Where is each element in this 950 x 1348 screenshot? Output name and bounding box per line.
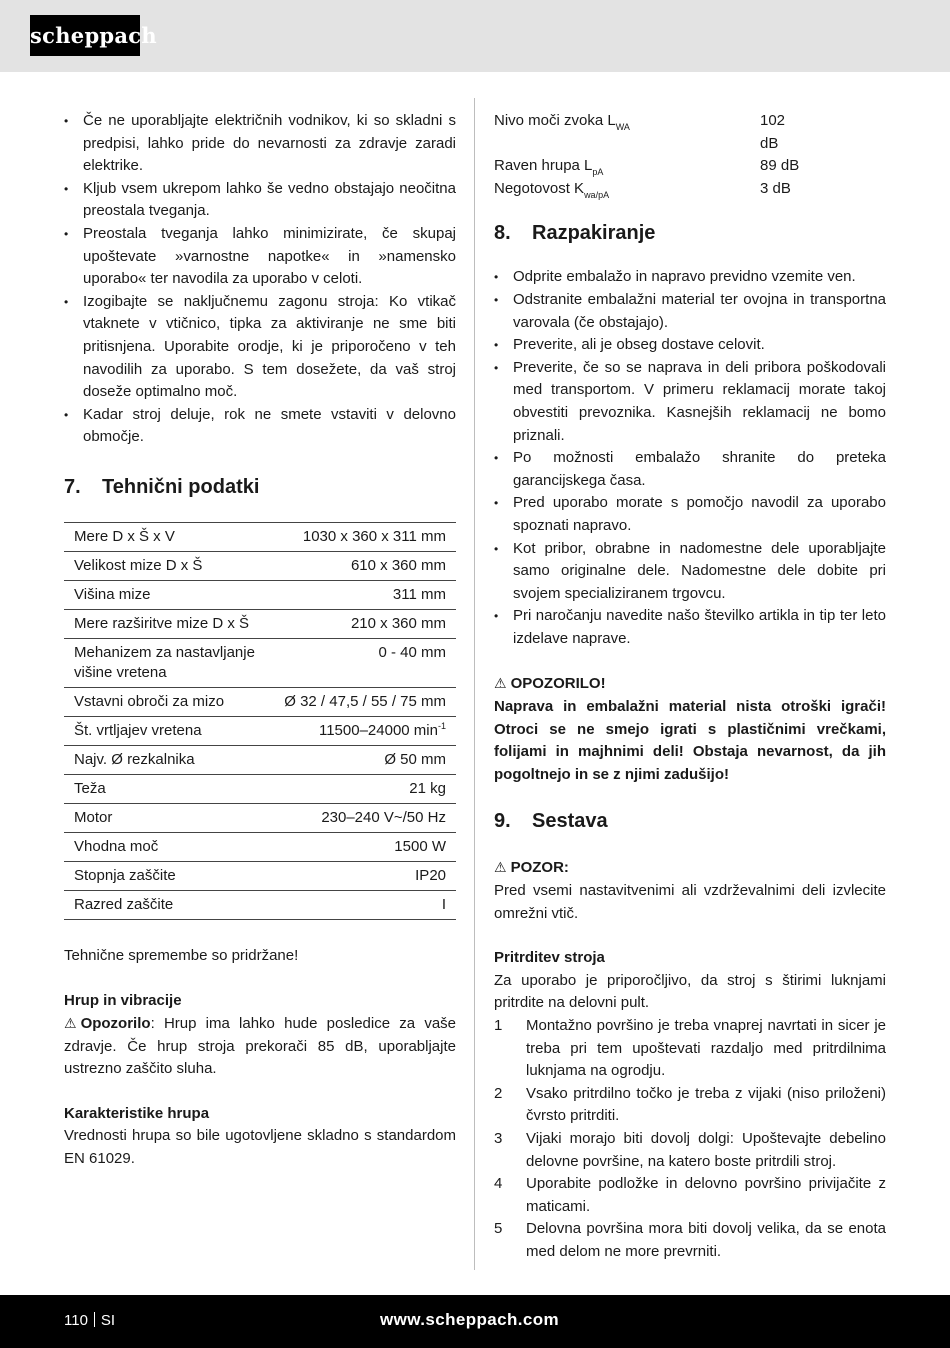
mounting-steps-list	[494, 1015, 886, 1264]
spec-label: Mere D x Š x V	[64, 522, 274, 551]
list-item: • Kot pribor, obrabne in nadomestne dele uporabljajte samo originalne dele. Nadomestne dele dobite pri svojem specializiranem trgovcu.	[494, 538, 886, 606]
column-divider	[474, 98, 475, 1270]
noise-label: Nivo moči zvoka $L_{WA}$	[494, 112, 630, 132]
section-heading-7: 7. Tehnični podatki	[64, 475, 260, 498]
warning-triangle-icon: ⚠	[494, 675, 507, 692]
noise-value: 3 dB	[760, 179, 791, 197]
spec-value: Ø 50 mm	[274, 745, 456, 774]
spec-label: Mehanizem za nastavljanje višine vretena	[64, 638, 274, 687]
list-item: • Odprite embalažo in napravo previdno vzemite ven.	[494, 266, 886, 289]
list-item: • Preverite, če so se naprava in deli pribora poškodovali med transportom. V primeru reklamacij morate takoj obvestiti prevoznika. Kasnejših reklamacij ne bomo priznali.	[494, 357, 886, 447]
spec-value: 210 x 360 mm	[274, 609, 456, 638]
spec-value: 11500–24000 $\min^{-1}$	[274, 716, 456, 745]
noise-values-table	[494, 110, 804, 200]
warning-title: ⚠ OPOZORILO!	[494, 672, 886, 696]
page-number: 110 SI	[64, 1312, 116, 1329]
safety-bullet-list	[64, 110, 456, 449]
table-row	[494, 178, 804, 201]
spec-value: Ø 32 / 47,5 / 55 / 75 mm	[274, 687, 456, 716]
spec-label: Velikost mize D x Š	[64, 551, 274, 580]
list-item: • Pri naročanju navedite našo številko artikla in tip ter leto izdelave naprave.	[494, 605, 886, 650]
list-item: • Po možnosti embalažo shranite do preteka garancijskega časa.	[494, 447, 886, 492]
spec-label: Stopnja zaščite	[64, 861, 274, 890]
noise-vibration-heading: Hrup in vibracije	[64, 991, 182, 1009]
warning-text: Naprava in embalažni material nista otroški igrači! Otroci se ne smejo igrati s plastičnimi vrečkami, folijami in majhnimi deli! Obstaja nevarnost, da jih pogoltnejo in se z njimi zadušijo!	[494, 698, 886, 783]
spec-label: Najv. Ø rezkalnika	[64, 745, 274, 774]
table-row	[64, 551, 456, 580]
spec-value: 1030 x 360 x 311 mm	[274, 522, 456, 551]
right-column	[494, 110, 886, 1264]
table-row	[64, 803, 456, 832]
spec-value: 1500 W	[274, 832, 456, 861]
table-row	[494, 155, 804, 178]
noise-label: Raven hrupa $L_{pA}$	[494, 157, 604, 178]
page-header	[0, 0, 950, 72]
noise-characteristics-heading: Karakteristike hrupa	[64, 1104, 210, 1122]
table-row	[64, 716, 456, 745]
caution-text: Pred vsemi nastavitvenimi ali vzdrževalnimi deli izvlecite omrežni vtič.	[494, 882, 886, 922]
table-row	[64, 745, 456, 774]
list-item: • Kljub vsem ukrepom lahko še vedno obstajajo neočitna preostala tveganja.	[64, 178, 456, 223]
section-heading-8: 8. Razpakiranje	[494, 222, 656, 245]
warning-triangle-icon: ⚠	[64, 1015, 77, 1032]
website-link[interactable]: www.scheppach.com	[380, 1310, 560, 1329]
spec-value: I	[274, 890, 456, 919]
table-row	[494, 110, 804, 155]
table-row	[64, 609, 456, 638]
table-row	[64, 638, 456, 687]
table-row	[64, 774, 456, 803]
list-item: • Pred uporabo morate s pomočjo navodil za uporabo spoznati napravo.	[494, 492, 886, 537]
table-row	[64, 580, 456, 609]
scheppach-logo: scheppach	[30, 15, 140, 56]
spec-label: Vhodna moč	[64, 832, 274, 861]
list-item: 1 Montažno površino je treba vnaprej navrtati in sicer je treba pri tem upoštevati razdaljo med pritrdilnima luknjama na ogrodju.	[494, 1017, 886, 1080]
table-row	[64, 522, 456, 551]
spec-value: 230–240 V~/50 Hz	[274, 803, 456, 832]
spec-label: Št. vrtljajev vretena	[64, 716, 274, 745]
section-heading-9: 9. Sestava	[494, 810, 608, 833]
noise-value: 89 dB	[760, 157, 800, 175]
table-row	[64, 832, 456, 861]
noise-characteristics-text: Vrednosti hrupa so bile ugotovljene skladno s standardom EN 61029.	[64, 1127, 456, 1168]
spec-value: 0 - 40 mm	[274, 638, 456, 687]
unpacking-bullet-list	[494, 266, 886, 650]
list-item: 3 Vijaki morajo biti dovolj dolgi: Upoštevajte debelino delovne površine, na katero boste pritrdili stroj.	[494, 1129, 886, 1170]
list-item: • Preverite, ali je obseg dostave celovit.	[494, 334, 886, 357]
spec-label: Motor	[64, 803, 274, 832]
list-item: 2 Vsako pritrdilno točko je treba z vijaki (niso priloženi) čvrsto pritrditi.	[494, 1084, 886, 1125]
table-row	[64, 890, 456, 919]
spec-value: 610 x 360 mm	[274, 551, 456, 580]
spec-label: Višina mize	[64, 580, 274, 609]
spec-value: 21 kg	[274, 774, 456, 803]
mounting-heading: Pritrditev stroja	[494, 949, 605, 967]
caution-title: ⚠ POZOR:	[494, 856, 886, 880]
mounting-intro: Za uporabo je priporočljivo, da stroj s štirimi luknjami pritrdite na delovni pult.	[494, 971, 886, 1012]
list-item: • Preostala tveganja lahko minimizirate, če skupaj upoštevate »varnostne napotke« in »namensko uporabo« ter navodila za uporabo v celoti.	[64, 223, 456, 291]
technical-data-table	[64, 522, 456, 920]
list-item: • Izogibajte se naključnemu zagonu stroja: Ko vtikač vtaknete v vtičnico, tipka za aktiviranje ne sme biti pritisnjena. Uporabite orodje, ki je priporočeno v teh navodilih za uporabo. S tem dosežete, da vaš stroj doseže optimalno moč.	[64, 291, 456, 404]
list-item: • Če ne uporabljajte električnih vodnikov, ki so skladni s predpisi, lahko pride do nevarnosti za zdravje zaradi elektrike.	[64, 110, 456, 178]
left-column	[64, 110, 456, 1171]
noise-label: Negotovost $K_{wa/pA}$	[494, 179, 610, 200]
list-item: • Kadar stroj deluje, rok ne smete vstaviti v delovno območje.	[64, 404, 456, 449]
spec-label: Mere razširitve mize D x Š	[64, 609, 274, 638]
table-row	[64, 687, 456, 716]
noise-value: 102 dB	[760, 112, 786, 152]
noise-warning-paragraph: ⚠ Opozorilo: Hrup ima lahko hude posledice za vaše zdravje. Če hrup stroja prekorači 85 dB, uporabljajte ustrezno zaščito sluha.	[64, 1012, 456, 1081]
spec-label: Vstavni obroči za mizo	[64, 687, 274, 716]
list-item: 5 Delovna površina mora biti dovolj velika, da se enota med delom ne more prevrniti.	[494, 1220, 886, 1260]
spec-value: 311 mm	[274, 580, 456, 609]
table-row	[64, 861, 456, 890]
tech-changes-note: Tehnične spremembe so pridržane!	[64, 946, 299, 964]
spec-label: Teža	[64, 774, 274, 803]
warning-triangle-icon: ⚠	[494, 859, 507, 876]
list-item: • Odstranite embalažni material ter ovojna in transportna varovala (če obstajajo).	[494, 289, 886, 334]
spec-label: Razred zaščite	[64, 890, 274, 919]
list-item: 4 Uporabite podložke in delovno površino privijačite z maticami.	[494, 1175, 886, 1215]
spec-value: IP20	[274, 861, 456, 890]
page-footer	[0, 1295, 950, 1348]
